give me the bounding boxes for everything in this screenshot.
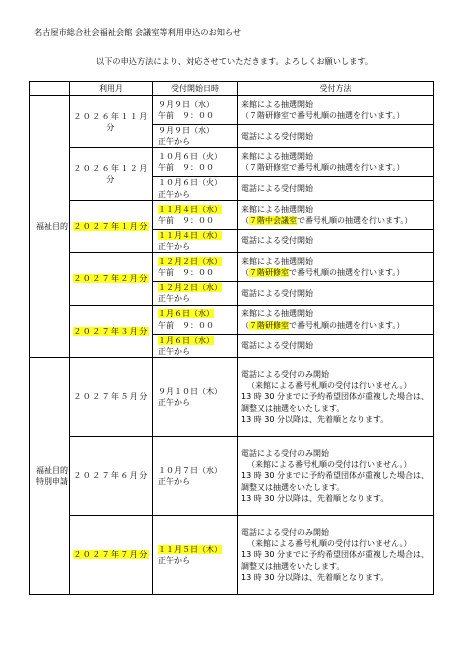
highlight-mark: １月６日（水） — [158, 335, 214, 345]
month-cell — [70, 200, 153, 252]
highlight-mark: ７階中会議室 — [249, 215, 297, 225]
highlight-mark: １１月５日（木） — [158, 544, 222, 554]
header-start-datetime: 受付開始日時 — [153, 82, 238, 96]
highlight-mark: １２月２日（水） — [158, 257, 222, 267]
date-cell: ９月１０日（木） 正午から — [153, 358, 238, 437]
month-cell: ２０２６年１２月分 — [70, 148, 153, 200]
lottery-method-cell: 来館による抽選開始 （７階中会議室で番号札順の抽選を行います。） — [238, 200, 434, 229]
highlight-mark: １１月４日（水） — [158, 230, 222, 240]
table-header-row — [30, 82, 434, 96]
lottery-method-cell: 来館による抽選開始 （７階研修室で番号札順の抽選を行います。） — [238, 253, 434, 282]
date-cell: １１月５日（木） 正午から — [153, 516, 238, 595]
date-cell: １０月７日（水） 正午から — [153, 437, 238, 516]
header-month: 利用月 — [70, 82, 153, 96]
phone-date-cell: １０月６日（火） 正午から — [153, 177, 238, 200]
month-cell — [70, 516, 153, 595]
purpose-cell-welfare: 福祉目的 — [30, 96, 70, 358]
table-row — [30, 516, 434, 595]
highlight-mark: ２０２７年７月分 — [73, 550, 149, 560]
phone-date-cell: １２月２日（水） 正午から — [153, 282, 238, 305]
lottery-date-cell: １１月４日（水） 午前 ９：００ — [153, 200, 238, 229]
header-method: 受付方法 — [238, 82, 434, 96]
month-cell: ２０２７年５月分 — [70, 358, 153, 437]
lottery-date-cell: １月６日（水） 午前 ９：００ — [153, 305, 238, 334]
highlighted-room-text: （７階研修室で番号札順の抽選を行います。） — [241, 320, 405, 330]
method-cell: 電話による受付のみ開始 （来館による番号札順の受付は行いません。） 13 時 30 分までに予約希望団体が重複した場合は、 調整又は抽選をいたします。 13 時 30 分以降は、先着順となります。 — [238, 437, 434, 516]
highlight-mark: １月６日（水） — [158, 309, 214, 319]
lottery-method-cell: 来館による抽選開始 （７階研修室で番号札順の抽選を行います。） — [238, 148, 434, 177]
highlight-mark: １２月２日（水） — [158, 283, 222, 293]
application-schedule-table — [29, 81, 434, 595]
phone-method-cell: 電話による受付開始 — [238, 282, 434, 305]
intro-text: 以下の申込方法により、対応させていただきます。よろしくお願いします。 — [96, 56, 374, 66]
highlight-mark: ７階研修室 — [249, 320, 289, 330]
month-cell — [70, 253, 153, 305]
phone-date-cell: ９月９日（水） 正午から — [153, 125, 238, 148]
phone-method-cell: 電話による受付開始 — [238, 177, 434, 200]
table-row — [30, 148, 434, 177]
month-cell: ２０２７年６月分 — [70, 437, 153, 516]
lottery-method-cell: 来館による抽選開始 （７階研修室で番号札順の抽選を行います。） — [238, 305, 434, 334]
highlighted-room-text: （７階中会議室で番号札順の抽選を行います。） — [241, 215, 413, 225]
phone-method-cell: 電話による受付開始 — [238, 229, 434, 252]
table-row — [30, 253, 434, 282]
highlight-mark: １１月４日（水） — [158, 204, 222, 214]
page-title: 名古屋市総合社会福祉会館 会議室等利用申込のお知らせ — [34, 27, 242, 37]
purpose-cell-special: 福祉目的 特別申請 — [30, 358, 70, 595]
header-purpose — [30, 82, 70, 96]
method-cell: 電話による受付のみ開始 （来館による番号札順の受付は行いません。） 13 時 30 分までに予約希望団体が重複した場合は、 調整又は抽選をいたします。 13 時 30 分以降は、先着順となります。 — [238, 358, 434, 437]
phone-date-cell: １月６日（水） 正午から — [153, 334, 238, 357]
month-cell: ２０２６年１１月分 — [70, 96, 153, 148]
lottery-date-cell: １０月６日（火） 午前 ９：００ — [153, 148, 238, 177]
table-row — [30, 358, 434, 437]
table-row — [30, 437, 434, 516]
method-cell: 電話による受付のみ開始 （来館による番号札順の受付は行いません。） 13 時 30 分までに予約希望団体が重複した場合は、 調整又は抽選をいたします。 13 時 30 分以降は、先着順となります。 — [238, 516, 434, 595]
lottery-date-cell: ９月９日（水） 午前 ９：００ — [153, 96, 238, 125]
phone-method-cell: 電話による受付開始 — [238, 334, 434, 357]
lottery-date-cell: １２月２日（水） 午前 ９：００ — [153, 253, 238, 282]
month-cell — [70, 305, 153, 357]
highlight-mark: ２０２７年２月分 — [73, 274, 149, 284]
phone-method-cell: 電話による受付開始 — [238, 125, 434, 148]
highlight-mark: ７階研修室 — [249, 268, 289, 278]
table-row — [30, 200, 434, 229]
phone-date-cell: １１月４日（水） 正午から — [153, 229, 238, 252]
table-row — [30, 96, 434, 125]
lottery-method-cell: 来館による抽選開始 （７階研修室で番号札順の抽選を行います。） — [238, 96, 434, 125]
table-row — [30, 305, 434, 334]
highlight-mark: ２０２７年３月分 — [73, 326, 149, 336]
highlight-mark: ２０２７年１月分 — [73, 221, 149, 231]
highlighted-room-text: （７階研修室で番号札順の抽選を行います。） — [241, 268, 405, 278]
